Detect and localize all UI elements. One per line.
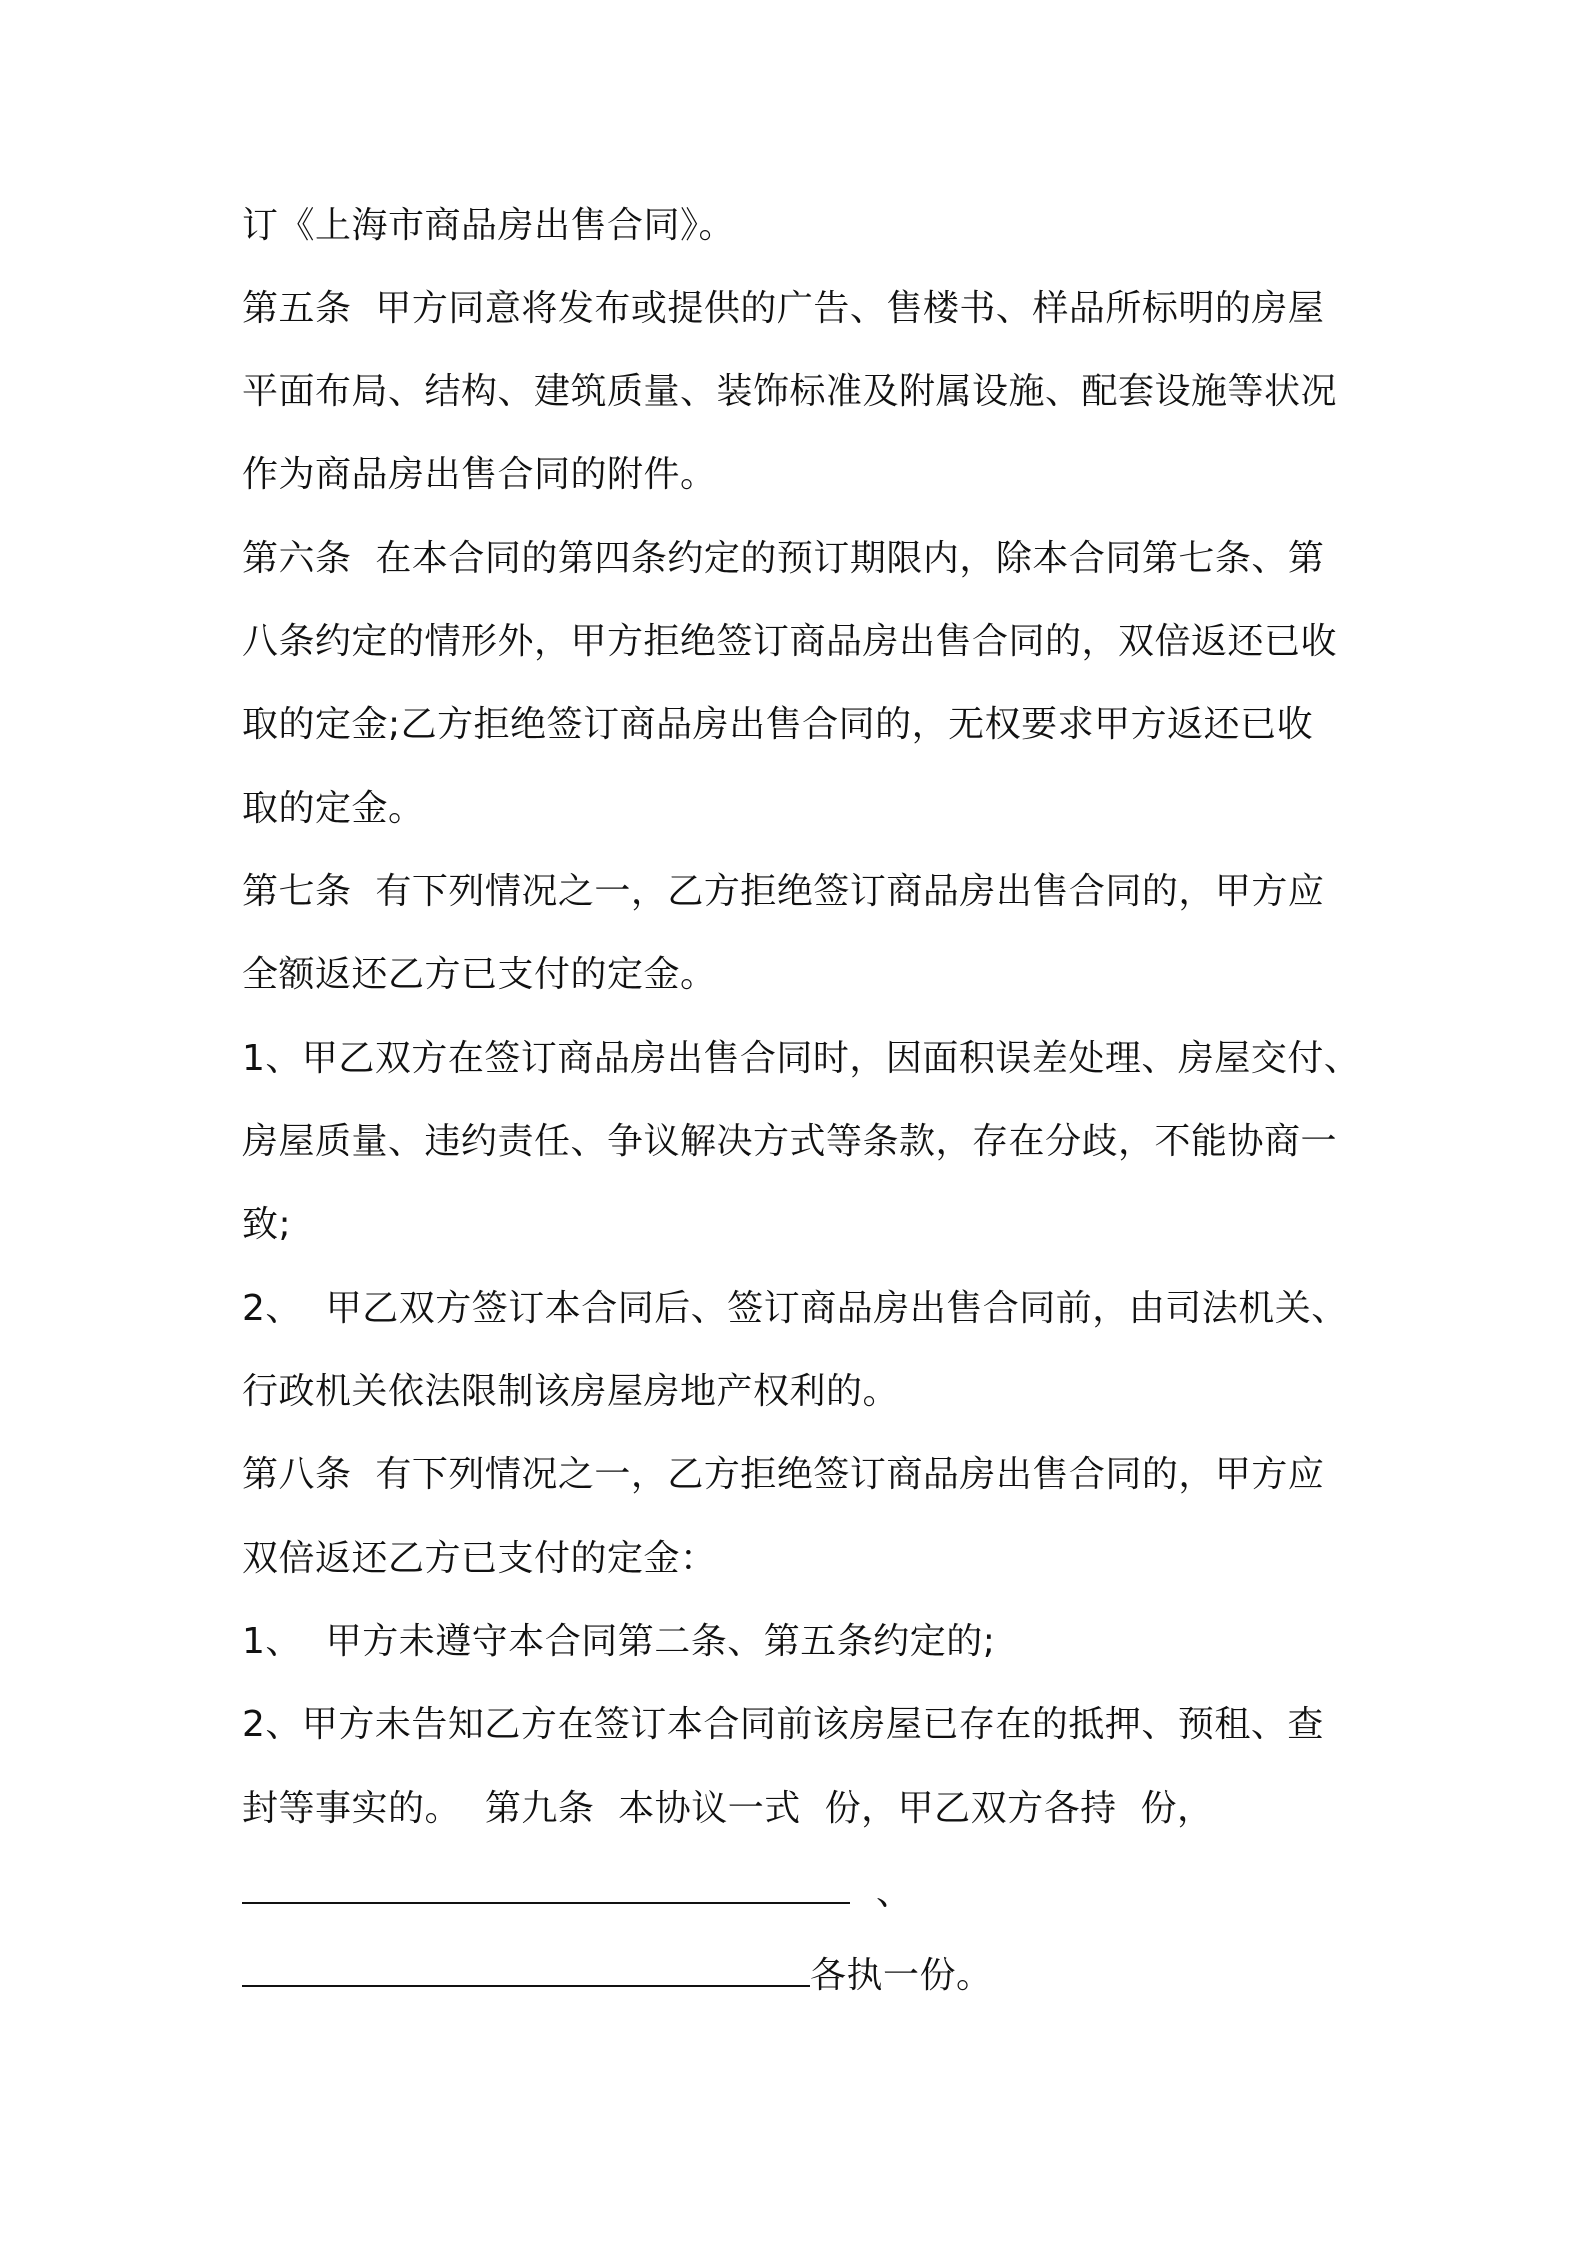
text-line: 1、甲乙双方在签订商品房出售合同时，因面积误差处理、房屋交付、 bbox=[242, 1038, 1361, 1079]
signature-blank-line-2 bbox=[242, 1951, 993, 2001]
text-line: 平面布局、结构、建筑质量、装饰标准及附属设施、配套设施等状况 bbox=[242, 371, 1338, 412]
text-line: 订《上海市商品房出售合同》。 bbox=[242, 205, 736, 246]
text-line: 行政机关依法限制该房屋房地产权利的。 bbox=[242, 1371, 900, 1412]
fill-in-blank bbox=[242, 1959, 810, 1987]
blank-suffix: 、 bbox=[876, 1872, 913, 1913]
text-line: 第七条 有下列情况之一，乙方拒绝签订商品房出售合同的，甲方应 bbox=[242, 871, 1325, 912]
text-line: 2、 甲乙双方签订本合同后、签订商品房出售合同前，由司法机关、 bbox=[242, 1288, 1348, 1329]
blank-suffix: 各执一份。 bbox=[810, 1955, 993, 1996]
text-line: 八条约定的情形外，甲方拒绝签订商品房出售合同的，双倍返还已收 bbox=[242, 621, 1338, 662]
text-line: 1、 甲方未遵守本合同第二条、第五条约定的; bbox=[242, 1621, 996, 1662]
text-line: 取的定金。 bbox=[242, 788, 425, 829]
text-line: 2、甲方未告知乙方在签订本合同前该房屋已存在的抵押、预租、查 bbox=[242, 1704, 1324, 1745]
text-line: 双倍返还乙方已支付的定金： bbox=[242, 1538, 717, 1579]
text-line: 致; bbox=[242, 1204, 292, 1245]
text-line: 第五条 甲方同意将发布或提供的广告、售楼书、样品所标明的房屋 bbox=[242, 288, 1325, 329]
fill-in-blank bbox=[242, 1876, 850, 1904]
text-line: 全额返还乙方已支付的定金。 bbox=[242, 954, 717, 995]
text-line: 房屋质量、违约责任、争议解决方式等条款，存在分歧，不能协商一 bbox=[242, 1121, 1338, 1162]
text-line: 第八条 有下列情况之一，乙方拒绝签订商品房出售合同的，甲方应 bbox=[242, 1454, 1325, 1495]
signature-blank-line-1 bbox=[242, 1868, 913, 1918]
text-line: 作为商品房出售合同的附件。 bbox=[242, 454, 717, 495]
text-line: 第六条 在本合同的第四条约定的预订期限内，除本合同第七条、第 bbox=[242, 538, 1325, 579]
text-line: 取的定金;乙方拒绝签订商品房出售合同的，无权要求甲方返还已收 bbox=[242, 704, 1314, 745]
text-line: 封等事实的。 第九条 本协议一式 份，甲乙双方各持 份， bbox=[242, 1788, 1214, 1829]
